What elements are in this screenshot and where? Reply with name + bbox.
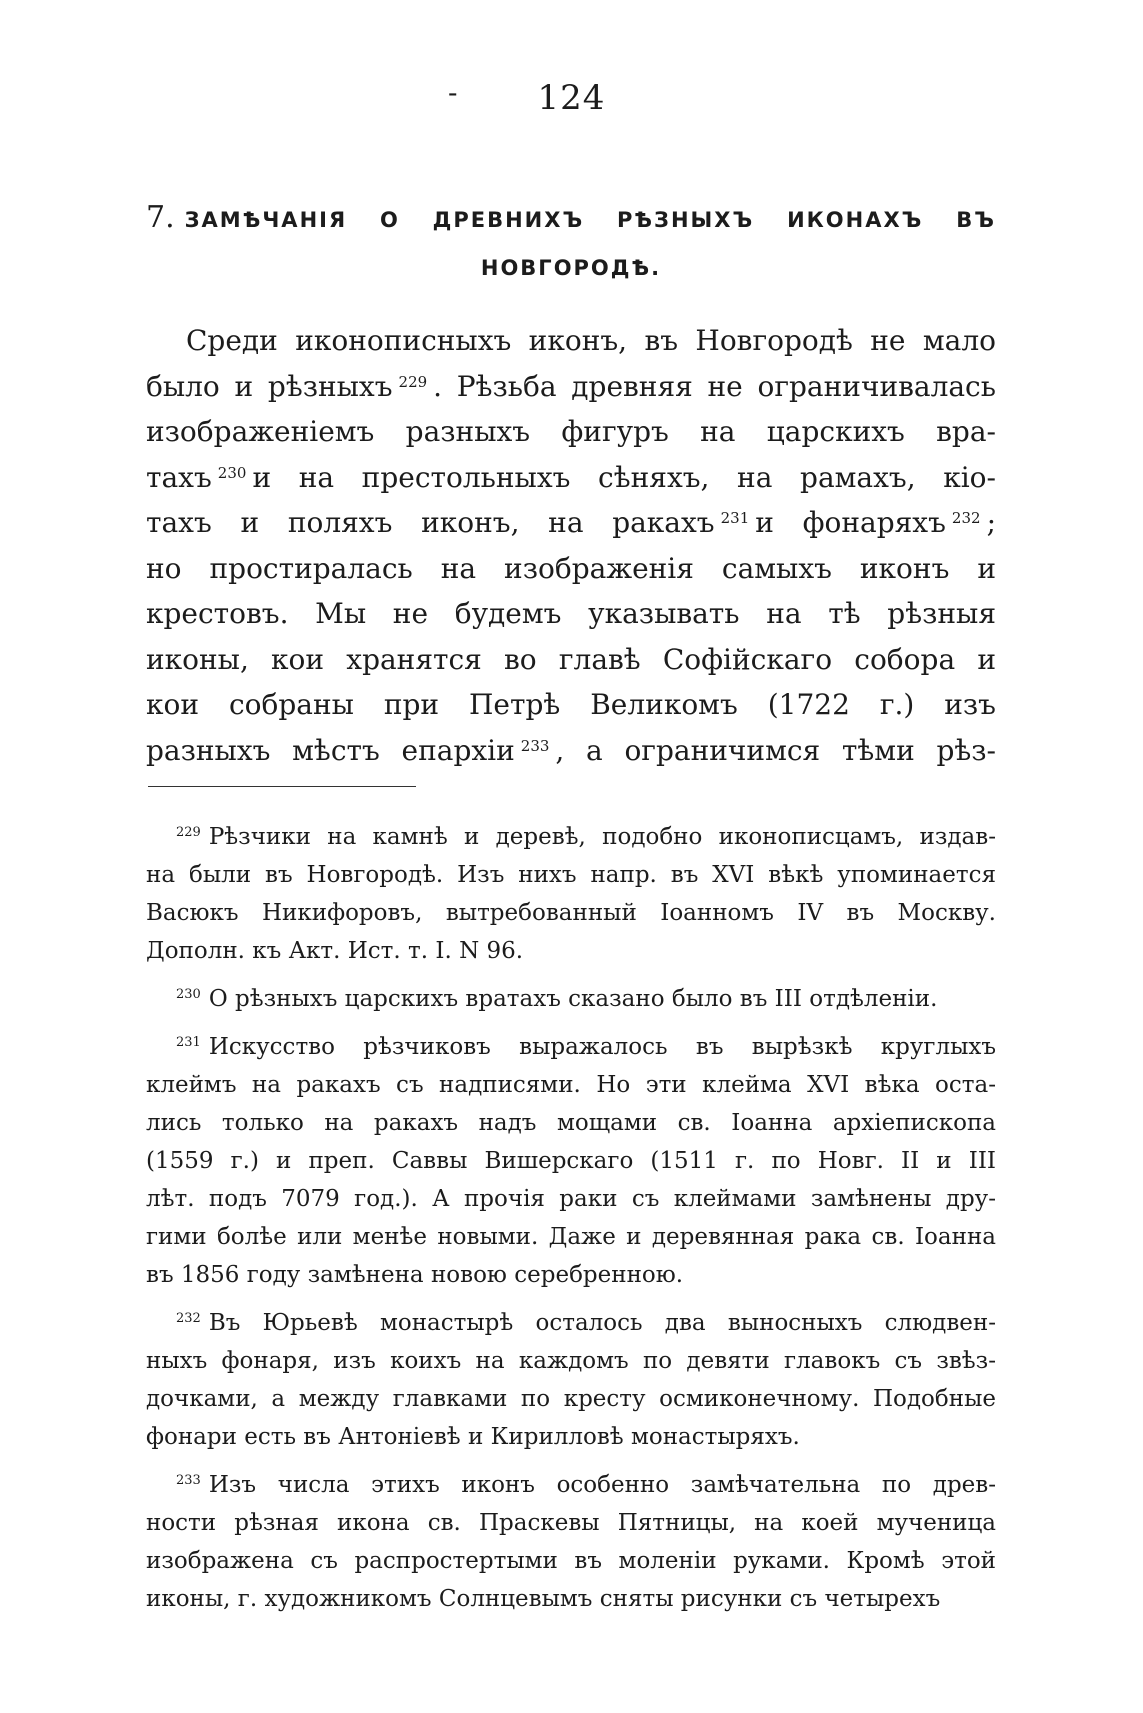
footnote-line xyxy=(146,1342,996,1380)
footnote-text: лѣт. подъ 7079 год.). А прочія раки съ клеймами замѣнены дру- xyxy=(146,1186,996,1212)
footnote-mark: 233 xyxy=(176,1473,201,1488)
page-number-mark: - xyxy=(448,76,459,109)
footnote-text: (1559 г.) и преп. Саввы Вишерскаго (1511 г. по Новг. II и III xyxy=(146,1148,996,1174)
footnote-line xyxy=(146,1104,996,1142)
body-text xyxy=(146,318,996,773)
page-number-value: 124 xyxy=(537,78,606,118)
footnote-text: Изъ числа этихъ иконъ особенно замѣчательна по древ- xyxy=(208,1472,996,1498)
body-line xyxy=(146,728,996,774)
body-line xyxy=(146,364,996,410)
body-text-segment: разныхъ мѣстъ епархіи xyxy=(146,733,515,767)
footnote-text: фонари есть въ Антоніевѣ и Кирилловѣ монастыряхъ. xyxy=(146,1424,800,1450)
footnote-233 xyxy=(146,1466,996,1618)
body-text-segment: тахъ xyxy=(146,460,212,494)
body-line xyxy=(146,637,996,683)
footnote-text: Рѣзчики на камнѣ и деревѣ, подобно иконописцамъ, издав- xyxy=(208,824,996,850)
section-title-line-2: НОВГОРОДѢ. xyxy=(480,256,662,280)
footnote-line xyxy=(146,1418,996,1456)
footnote-line xyxy=(146,818,996,856)
footnote-reference: 232 xyxy=(951,509,981,527)
body-text-segment: иконы, кои хранятся во главѣ Софійскаго собора и xyxy=(146,642,996,676)
footnote-text: О рѣзныхъ царскихъ вратахъ сказано было въ III отдѣленіи. xyxy=(208,986,938,1012)
page-number xyxy=(0,78,1143,118)
body-line xyxy=(146,318,996,364)
body-text-segment: и на престольныхъ сѣняхъ, на рамахъ, кіо- xyxy=(252,460,996,494)
footnote-text: Въ Юрьевѣ монастырѣ осталось два выносныхъ слюдвен- xyxy=(208,1310,996,1336)
footnote-line xyxy=(146,932,996,970)
body-line xyxy=(146,500,996,546)
footnote-line xyxy=(146,1466,996,1504)
footnote-line xyxy=(146,1504,996,1542)
body-text-segment: изображеніемъ разныхъ фигуръ на царскихъ вра- xyxy=(146,415,996,448)
footnote-text: изображена съ распростертыми въ моленіи руками. Кромѣ этой xyxy=(146,1548,996,1574)
footnote-text: въ 1856 году замѣнена новою серебренною. xyxy=(146,1262,684,1288)
footnote-separator xyxy=(148,786,416,787)
footnote-reference: 230 xyxy=(217,463,247,482)
footnote-reference: 231 xyxy=(720,509,750,527)
footnote-text: Дополн. къ Акт. Ист. т. I. N 96. xyxy=(146,938,524,964)
footnote-reference: 233 xyxy=(520,736,550,755)
footnote-line xyxy=(146,1218,996,1256)
body-text-segment: но простиралась на изображенія самыхъ иконъ и xyxy=(146,551,996,585)
body-text-segment: было и рѣзныхъ xyxy=(146,369,393,403)
footnote-mark: 229 xyxy=(176,825,201,840)
footnote-text: ныхъ фонаря, изъ коихъ на каждомъ по девяти главокъ съ звѣз- xyxy=(146,1348,996,1374)
footnote-mark: 231 xyxy=(176,1035,201,1050)
footnote-line xyxy=(146,980,996,1018)
footnote-line xyxy=(146,1180,996,1218)
body-line xyxy=(146,682,996,728)
section-heading xyxy=(146,194,996,292)
body-text-segment: Среди иконописныхъ иконъ, въ Новгородѣ не мало xyxy=(186,324,996,357)
body-text-segment: крестовъ. Мы не будемъ указывать на тѣ рѣзныя xyxy=(146,597,996,630)
footnote-text: дочками, а между главками по кресту осмиконечному. Подобные xyxy=(146,1386,996,1412)
body-text-segment: и фонаряхъ xyxy=(755,506,946,539)
body-text-segment: . Рѣзьба древняя не ограничивалась xyxy=(433,369,996,403)
footnote-line xyxy=(146,1066,996,1104)
footnote-line xyxy=(146,894,996,932)
footnote-reference: 229 xyxy=(398,372,428,391)
footnote-line xyxy=(146,1028,996,1066)
footnote-text: гими болѣе или менѣе новыми. Даже и деревянная рака св. Іоанна xyxy=(146,1224,996,1250)
footnotes xyxy=(146,818,996,1628)
footnote-232 xyxy=(146,1304,996,1456)
footnote-230 xyxy=(146,980,996,1018)
body-line xyxy=(146,409,996,455)
footnote-line xyxy=(146,1542,996,1580)
footnote-line xyxy=(146,856,996,894)
footnote-text: иконы, г. художникомъ Солнцевымъ сняты рисунки съ четырехъ xyxy=(146,1586,941,1612)
body-line xyxy=(146,546,996,592)
footnote-text: Искусство рѣзчиковъ выражалось въ вырѣзкѣ круглыхъ xyxy=(208,1034,996,1060)
footnote-231 xyxy=(146,1028,996,1294)
body-text-segment: тахъ и поляхъ иконъ, на ракахъ xyxy=(146,506,715,539)
footnote-229 xyxy=(146,818,996,970)
section-heading-line-1 xyxy=(146,194,996,244)
footnote-line xyxy=(146,1142,996,1180)
section-title-line-1: ЗАМѢЧАНІЯ О ДРЕВНИХЪ РѢЗНЫХЪ ИКОНАХЪ ВЪ xyxy=(184,208,996,232)
footnote-text: Васюкъ Никифоровъ, вытребованный Іоанномъ IV въ Москву. xyxy=(146,900,996,926)
footnote-mark: 232 xyxy=(176,1311,201,1326)
footnote-mark: 230 xyxy=(176,987,201,1002)
footnote-line xyxy=(146,1256,996,1294)
footnote-text: ности рѣзная икона св. Праскевы Пятницы, на коей мученица xyxy=(146,1510,996,1536)
footnote-line xyxy=(146,1380,996,1418)
footnote-line xyxy=(146,1580,996,1618)
section-number: 7. xyxy=(146,200,175,235)
footnote-text: на были въ Новгородѣ. Изъ нихъ напр. въ XVI вѣкѣ упоминается xyxy=(146,862,996,888)
body-line xyxy=(146,591,996,637)
footnote-text: клеймъ на ракахъ съ надписями. Но эти клейма XVI вѣка оста- xyxy=(146,1072,996,1098)
footnote-line xyxy=(146,1304,996,1342)
body-line xyxy=(146,455,996,501)
body-text-segment: кои собраны при Петрѣ Великомъ (1722 г.) изъ xyxy=(146,688,996,721)
body-text-segment: , а ограничимся тѣми рѣз- xyxy=(555,733,996,767)
body-text-segment: ; xyxy=(986,506,996,539)
footnote-text: лись только на ракахъ надъ мощами св. Іоанна архіепископа xyxy=(146,1110,996,1136)
